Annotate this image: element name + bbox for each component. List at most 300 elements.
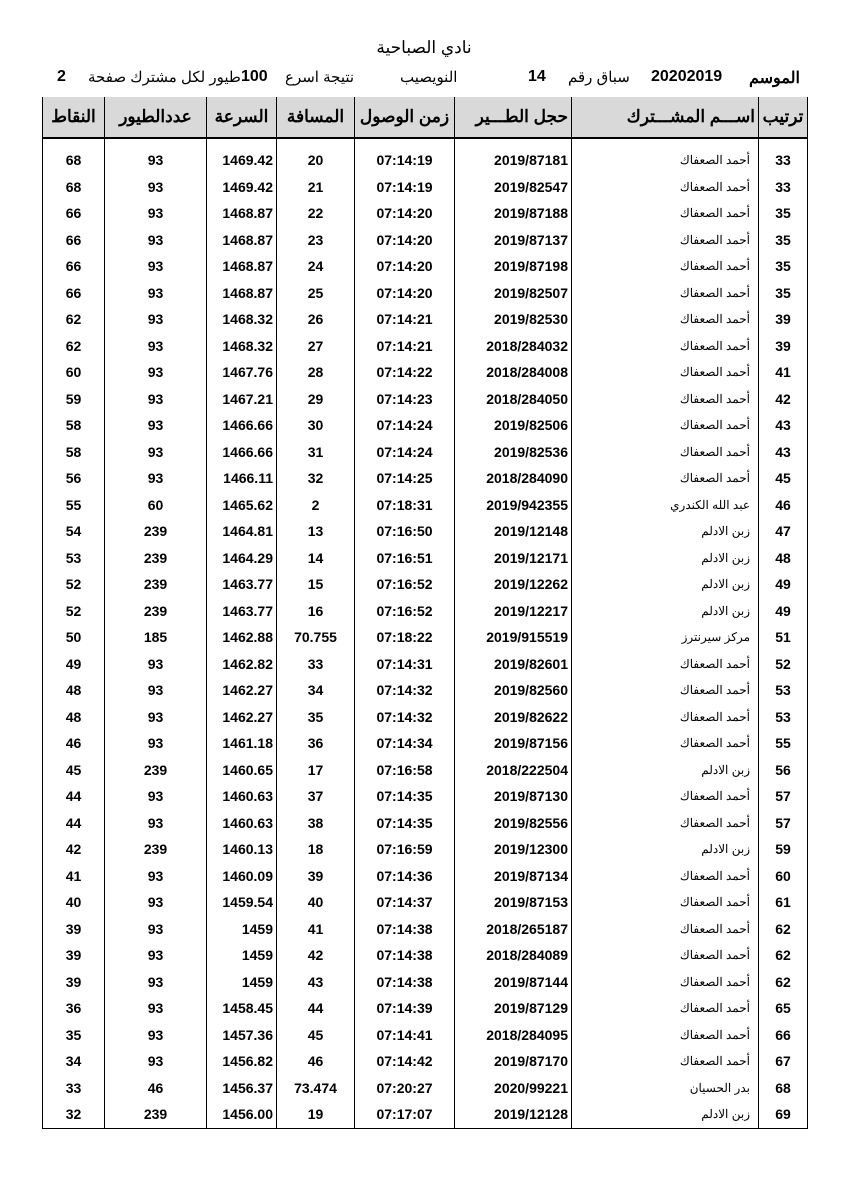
result-label: نتيجة اسرع [285,69,355,86]
cell-bird-count: 93 [105,730,207,757]
cell-distance: 34 [277,677,355,704]
table-row [43,1075,808,1102]
race-label: سباق رقم [568,69,630,86]
cell-rank: 65 [759,995,808,1022]
cell-points: 59 [43,386,105,413]
cell-participant: أحمد الصعفاك [572,412,759,439]
table-row [43,942,808,969]
cell-participant: أحمد الصعفاك [572,333,759,360]
cell-bird-count: 185 [105,624,207,651]
page-number: 2 [57,68,66,85]
cell-participant: أحمد الصعفاك [572,783,759,810]
cell-rank: 67 [759,1048,808,1075]
cell-points: 55 [43,492,105,519]
cell-bird-count: 239 [105,518,207,545]
cell-participant: أحمد الصعفاك [572,651,759,678]
cell-ring: 2019/12128 [455,1101,572,1128]
cell-speed: 1464.81 [207,518,277,545]
cell-ring: 2019/942355 [455,492,572,519]
cell-rank: 45 [759,465,808,492]
cell-speed: 1463.77 [207,598,277,625]
cell-participant: زبن الادلم [572,545,759,572]
cell-arrival-time: 07:18:22 [355,624,455,651]
cell-participant: أحمد الصعفاك [572,359,759,386]
cell-bird-count: 60 [105,492,207,519]
cell-points: 56 [43,465,105,492]
cell-speed: 1460.09 [207,863,277,890]
table-row [43,359,808,386]
table-row [43,174,808,201]
cell-rank: 62 [759,969,808,996]
cell-points: 48 [43,704,105,731]
cell-speed: 1464.29 [207,545,277,572]
cell-rank: 46 [759,492,808,519]
cell-bird-count: 93 [105,386,207,413]
cell-ring: 2019/12148 [455,518,572,545]
cell-rank: 33 [759,174,808,201]
cell-arrival-time: 07:14:35 [355,810,455,837]
cell-participant: زبن الادلم [572,836,759,863]
col-speed: السرعة [207,97,277,138]
cell-bird-count: 239 [105,545,207,572]
cell-rank: 49 [759,571,808,598]
cell-participant: أحمد الصعفاك [572,306,759,333]
cell-points: 49 [43,651,105,678]
cell-rank: 35 [759,227,808,254]
cell-participant: زبن الادلم [572,757,759,784]
cell-bird-count: 93 [105,227,207,254]
cell-rank: 39 [759,333,808,360]
cell-ring: 2019/87198 [455,253,572,280]
cell-ring: 2019/87170 [455,1048,572,1075]
cell-distance: 28 [277,359,355,386]
cell-distance: 21 [277,174,355,201]
cell-participant: أحمد الصعفاك [572,916,759,943]
cell-points: 44 [43,783,105,810]
cell-participant: أحمد الصعفاك [572,439,759,466]
cell-ring: 2020/99221 [455,1075,572,1102]
table-row [43,624,808,651]
cell-arrival-time: 07:18:31 [355,492,455,519]
cell-arrival-time: 07:14:25 [355,465,455,492]
cell-arrival-time: 07:16:50 [355,518,455,545]
cell-points: 62 [43,306,105,333]
cell-speed: 1460.63 [207,810,277,837]
cell-bird-count: 239 [105,836,207,863]
cell-speed: 1468.32 [207,333,277,360]
cell-arrival-time: 07:16:52 [355,598,455,625]
cell-points: 35 [43,1022,105,1049]
table-row [43,147,808,174]
cell-points: 42 [43,836,105,863]
cell-participant: أحمد الصعفاك [572,995,759,1022]
cell-participant: أحمد الصعفاك [572,386,759,413]
table-row [43,836,808,863]
cell-ring: 2019/82506 [455,412,572,439]
cell-points: 53 [43,545,105,572]
cell-bird-count: 93 [105,942,207,969]
cell-speed: 1466.11 [207,465,277,492]
cell-rank: 48 [759,545,808,572]
cell-ring: 2018/284032 [455,333,572,360]
cell-ring: 2018/284089 [455,942,572,969]
cell-ring: 2018/284008 [455,359,572,386]
table-row [43,730,808,757]
cell-arrival-time: 07:14:23 [355,386,455,413]
cell-points: 66 [43,200,105,227]
cell-participant: عبد الله الكندري [572,492,759,519]
table-row [43,492,808,519]
table-row [43,200,808,227]
cell-ring: 2019/87188 [455,200,572,227]
cell-ring: 2019/915519 [455,624,572,651]
cell-distance: 26 [277,306,355,333]
cell-rank: 35 [759,253,808,280]
cell-points: 66 [43,227,105,254]
table-row [43,227,808,254]
cell-speed: 1459 [207,916,277,943]
cell-participant: بدر الحسيان [572,1075,759,1102]
table-row [43,253,808,280]
cell-bird-count: 239 [105,598,207,625]
race-location: النويصيب [400,69,458,86]
cell-arrival-time: 07:14:35 [355,783,455,810]
table-header-row [43,97,808,138]
cell-arrival-time: 07:20:27 [355,1075,455,1102]
cell-points: 39 [43,942,105,969]
cell-speed: 1462.88 [207,624,277,651]
cell-speed: 1468.87 [207,280,277,307]
cell-ring: 2019/82507 [455,280,572,307]
cell-distance: 22 [277,200,355,227]
cell-speed: 1468.87 [207,227,277,254]
cell-rank: 39 [759,306,808,333]
cell-rank: 66 [759,1022,808,1049]
cell-arrival-time: 07:14:22 [355,359,455,386]
cell-distance: 18 [277,836,355,863]
cell-speed: 1465.62 [207,492,277,519]
cell-rank: 56 [759,757,808,784]
col-rank: ترتيب [759,97,808,138]
cell-distance: 45 [277,1022,355,1049]
cell-points: 54 [43,518,105,545]
cell-distance: 36 [277,730,355,757]
table-row [43,651,808,678]
cell-speed: 1459.54 [207,889,277,916]
cell-distance: 17 [277,757,355,784]
table-row [43,465,808,492]
cell-bird-count: 93 [105,916,207,943]
table-row [43,598,808,625]
cell-rank: 61 [759,889,808,916]
cell-points: 34 [43,1048,105,1075]
cell-ring: 2019/87129 [455,995,572,1022]
cell-speed: 1469.42 [207,147,277,174]
club-title: نادي الصباحية [376,38,472,57]
cell-points: 58 [43,439,105,466]
cell-bird-count: 93 [105,333,207,360]
cell-arrival-time: 07:14:19 [355,147,455,174]
cell-participant: أحمد الصعفاك [572,147,759,174]
cell-rank: 68 [759,1075,808,1102]
birds-count: 100 [241,68,268,85]
cell-bird-count: 93 [105,783,207,810]
cell-points: 46 [43,730,105,757]
cell-bird-count: 93 [105,439,207,466]
cell-distance: 19 [277,1101,355,1128]
table-row [43,439,808,466]
cell-rank: 35 [759,280,808,307]
cell-bird-count: 93 [105,306,207,333]
cell-arrival-time: 07:14:24 [355,439,455,466]
cell-participant: أحمد الصعفاك [572,465,759,492]
cell-participant: أحمد الصعفاك [572,227,759,254]
cell-speed: 1457.36 [207,1022,277,1049]
cell-points: 68 [43,147,105,174]
cell-points: 48 [43,677,105,704]
cell-ring: 2018/284090 [455,465,572,492]
col-bird-count: عددالطيور [105,97,207,138]
cell-ring: 2018/222504 [455,757,572,784]
cell-rank: 53 [759,704,808,731]
cell-points: 66 [43,253,105,280]
cell-speed: 1467.76 [207,359,277,386]
cell-participant: أحمد الصعفاك [572,810,759,837]
cell-bird-count: 93 [105,677,207,704]
cell-bird-count: 93 [105,253,207,280]
cell-participant: أحمد الصعفاك [572,253,759,280]
cell-points: 60 [43,359,105,386]
cell-rank: 35 [759,200,808,227]
cell-points: 33 [43,1075,105,1102]
cell-points: 52 [43,598,105,625]
cell-arrival-time: 07:14:21 [355,333,455,360]
cell-distance: 31 [277,439,355,466]
cell-ring: 2019/12217 [455,598,572,625]
cell-bird-count: 239 [105,1101,207,1128]
cell-participant: زبن الادلم [572,1101,759,1128]
cell-rank: 47 [759,518,808,545]
cell-ring: 2018/265187 [455,916,572,943]
cell-ring: 2019/82556 [455,810,572,837]
cell-ring: 2019/82601 [455,651,572,678]
cell-speed: 1466.66 [207,412,277,439]
cell-rank: 60 [759,863,808,890]
cell-distance: 46 [277,1048,355,1075]
cell-distance: 37 [277,783,355,810]
cell-ring: 2018/284095 [455,1022,572,1049]
cell-arrival-time: 07:14:19 [355,174,455,201]
season-label: الموسم [749,70,800,87]
cell-bird-count: 93 [105,280,207,307]
cell-ring: 2019/87144 [455,969,572,996]
cell-ring: 2019/12300 [455,836,572,863]
cell-participant: أحمد الصعفاك [572,677,759,704]
cell-participant: أحمد الصعفاك [572,969,759,996]
cell-rank: 69 [759,1101,808,1128]
cell-ring: 2019/82560 [455,677,572,704]
cell-bird-count: 93 [105,200,207,227]
table-row [43,280,808,307]
cell-ring: 2019/12262 [455,571,572,598]
cell-ring: 2019/87153 [455,889,572,916]
cell-bird-count: 93 [105,995,207,1022]
cell-rank: 41 [759,359,808,386]
cell-arrival-time: 07:14:32 [355,677,455,704]
cell-arrival-time: 07:16:59 [355,836,455,863]
cell-speed: 1459 [207,969,277,996]
table-row [43,306,808,333]
cell-arrival-time: 07:14:36 [355,863,455,890]
cell-distance: 16 [277,598,355,625]
table-row [43,1048,808,1075]
cell-participant: أحمد الصعفاك [572,1048,759,1075]
cell-points: 58 [43,412,105,439]
cell-rank: 62 [759,942,808,969]
cell-arrival-time: 07:14:38 [355,969,455,996]
cell-rank: 43 [759,439,808,466]
cell-distance: 41 [277,916,355,943]
table-row [43,333,808,360]
cell-speed: 1460.13 [207,836,277,863]
cell-bird-count: 239 [105,757,207,784]
cell-distance: 32 [277,465,355,492]
table-row [43,757,808,784]
table-row [43,545,808,572]
table-row [43,863,808,890]
cell-ring: 2019/82547 [455,174,572,201]
cell-distance: 24 [277,253,355,280]
cell-speed: 1456.00 [207,1101,277,1128]
cell-distance: 40 [277,889,355,916]
cell-distance: 35 [277,704,355,731]
cell-arrival-time: 07:14:32 [355,704,455,731]
cell-arrival-time: 07:14:20 [355,227,455,254]
cell-participant: أحمد الصعفاك [572,280,759,307]
cell-arrival-time: 07:17:07 [355,1101,455,1128]
cell-participant: أحمد الصعفاك [572,200,759,227]
cell-ring: 2019/82536 [455,439,572,466]
cell-arrival-time: 07:16:52 [355,571,455,598]
table-row [43,995,808,1022]
cell-distance: 42 [277,942,355,969]
cell-speed: 1466.66 [207,439,277,466]
cell-speed: 1468.32 [207,306,277,333]
cell-arrival-time: 07:14:38 [355,942,455,969]
results-table [42,97,808,1129]
cell-distance: 29 [277,386,355,413]
cell-distance: 38 [277,810,355,837]
cell-speed: 1462.27 [207,704,277,731]
results-body [43,138,808,1128]
cell-speed: 1462.27 [207,677,277,704]
cell-speed: 1462.82 [207,651,277,678]
cell-points: 66 [43,280,105,307]
cell-arrival-time: 07:16:58 [355,757,455,784]
cell-distance: 39 [277,863,355,890]
cell-speed: 1456.37 [207,1075,277,1102]
table-row [43,783,808,810]
cell-rank: 52 [759,651,808,678]
table-row [43,969,808,996]
cell-points: 44 [43,810,105,837]
cell-speed: 1467.21 [207,386,277,413]
cell-participant: أحمد الصعفاك [572,704,759,731]
cell-participant: أحمد الصعفاك [572,1022,759,1049]
table-row [43,704,808,731]
cell-rank: 57 [759,810,808,837]
cell-points: 45 [43,757,105,784]
cell-participant: أحمد الصعفاك [572,942,759,969]
cell-participant: أحمد الصعفاك [572,863,759,890]
cell-speed: 1458.45 [207,995,277,1022]
cell-rank: 57 [759,783,808,810]
cell-bird-count: 93 [105,651,207,678]
cell-ring: 2018/284050 [455,386,572,413]
cell-arrival-time: 07:14:41 [355,1022,455,1049]
cell-ring: 2019/87134 [455,863,572,890]
cell-rank: 59 [759,836,808,863]
cell-rank: 53 [759,677,808,704]
cell-arrival-time: 07:14:20 [355,200,455,227]
table-row [43,889,808,916]
cell-points: 50 [43,624,105,651]
spacer-row [43,138,808,147]
table-row [43,518,808,545]
cell-rank: 33 [759,147,808,174]
cell-bird-count: 93 [105,147,207,174]
cell-bird-count: 93 [105,1048,207,1075]
cell-distance: 44 [277,995,355,1022]
page-label: طيور لكل مشترك صفحة [88,69,241,86]
cell-points: 40 [43,889,105,916]
cell-participant: زبن الادلم [572,571,759,598]
cell-distance: 70.755 [277,624,355,651]
cell-bird-count: 93 [105,704,207,731]
cell-participant: مركز سيرنترز [572,624,759,651]
cell-ring: 2019/87156 [455,730,572,757]
cell-arrival-time: 07:14:42 [355,1048,455,1075]
cell-speed: 1456.82 [207,1048,277,1075]
table-row [43,677,808,704]
cell-participant: أحمد الصعفاك [572,889,759,916]
cell-bird-count: 93 [105,465,207,492]
cell-points: 52 [43,571,105,598]
cell-participant: زبن الادلم [572,598,759,625]
cell-speed: 1463.77 [207,571,277,598]
cell-arrival-time: 07:14:21 [355,306,455,333]
cell-distance: 25 [277,280,355,307]
cell-bird-count: 46 [105,1075,207,1102]
table-row [43,412,808,439]
cell-rank: 49 [759,598,808,625]
cell-speed: 1459 [207,942,277,969]
cell-speed: 1469.42 [207,174,277,201]
cell-bird-count: 93 [105,863,207,890]
table-row [43,386,808,413]
cell-points: 36 [43,995,105,1022]
cell-distance: 20 [277,147,355,174]
cell-ring: 2019/82622 [455,704,572,731]
cell-bird-count: 93 [105,810,207,837]
cell-distance: 27 [277,333,355,360]
cell-rank: 55 [759,730,808,757]
cell-participant: زبن الادلم [572,518,759,545]
cell-arrival-time: 07:14:20 [355,280,455,307]
cell-rank: 62 [759,916,808,943]
col-participant: اســـم المشـــترك [572,97,759,138]
cell-arrival-time: 07:14:38 [355,916,455,943]
